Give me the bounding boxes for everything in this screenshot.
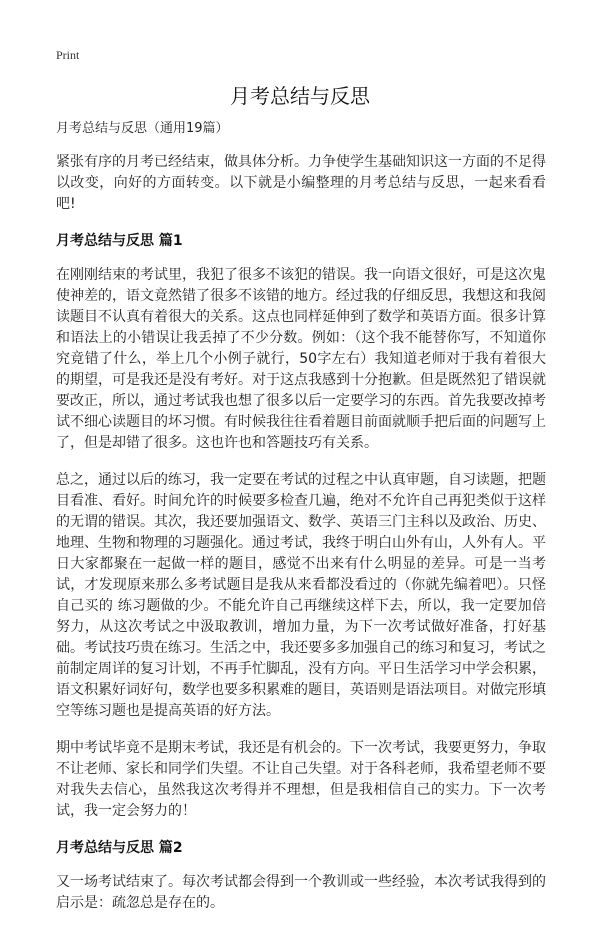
section-1-paragraph-3: 期中考试毕竟不是期末考试，我还是有机会的。下一次考试，我要更努力，争取不让老师、家长和同学们失望。不让自己失望。对于各科老师，我希望老师不要对我失去信心，虽然我这次考得并不理想，但是我相信自己的实力。下一次考试，我一定会努力的！ bbox=[56, 740, 546, 819]
article-body bbox=[56, 120, 546, 930]
section-1-paragraph-1: 在刚刚结束的考试里，我犯了很多不该犯的错误。我一向语文很好，可是这次鬼使神差的，语文竟然错了很多不该错的地方。经过我的仔细反思，我想这和我阅读题目不认真有着很大的关系。这点也同样延伸到了数学和英语方面。很多计算和语法上的小错误让我丢掉了不少分数。例如：（这个我不能替你写，不知道你究竟错了什么，举上几个小例子就行，50字左右）我知道老师对于我有着很大的期望，可是我还是没有考好。对于这点我感到十分抱歉。但是既然犯了错误就要改正，所以，通过考试我也想了很多以后一定要学习的东西。首先我要改掉考试不细心读题目的坏习惯。有时候我往往看着题目前面就顺手把后面的问题写上了，但是却错了很多。这也许也和答题技巧有关系。 bbox=[56, 267, 546, 451]
page-title: 月考总结与反思 bbox=[230, 84, 370, 108]
section-1-paragraph-2: 总之，通过以后的练习，我一定要在考试的过程之中认真审题，自习读题，把题目看准、看好。时间允许的时候要多检查几遍，绝对不允许自己再犯类似于这样的无谓的错误。其次，我还要加强语文、数学、英语三门主科以及政治、历史、地理、生物和物理的习题强化。通过考试，我终于明白山外有山，人外有人。平日大家都聚在一起做一样的题目，感觉不出来有什么明显的差异。可是一当考试，才发现原来那么多考试题目是我从来看都没看过的（你就先编着吧）。只怪自己买的 练习题做的少。不能允许自己再继续这样下去，所以，我一定要加倍努力，从这次考试之中汲取教训，增加力量，为下一次考试做好准备，打好基础。考试技巧贵在练习。生活之中，我还要多多加强自己的练习和复习，考试之前制定周详的复习计划，不再手忙脚乱，没有方向。平日生活学习中学会积累，语文积累好词好句，数学也要多积累难的题目，英语则是语法项目。对做完形填空等练习题也是提高英语的好方法。 bbox=[56, 472, 546, 719]
article-subtitle: 月考总结与反思（通用19篇） bbox=[56, 121, 229, 136]
section-heading-2: 月考总结与反思 篇2 bbox=[56, 840, 183, 856]
section-heading-1: 月考总结与反思 篇1 bbox=[56, 233, 183, 249]
intro-paragraph: 紧张有序的月考已经结束，做具体分析。力争使学生基础知识这一方面的不足得以改变，向好的方面转变。以下就是小编整理的月考总结与反思，一起来看看吧! bbox=[56, 154, 546, 212]
section-2-paragraph-1: 又一场考试结束了。每次考试都会得到一个教训或一些经验，本次考试我得到的启示是：疏忽总是存在的。 bbox=[56, 874, 546, 911]
print-link[interactable]: Print bbox=[56, 48, 80, 62]
